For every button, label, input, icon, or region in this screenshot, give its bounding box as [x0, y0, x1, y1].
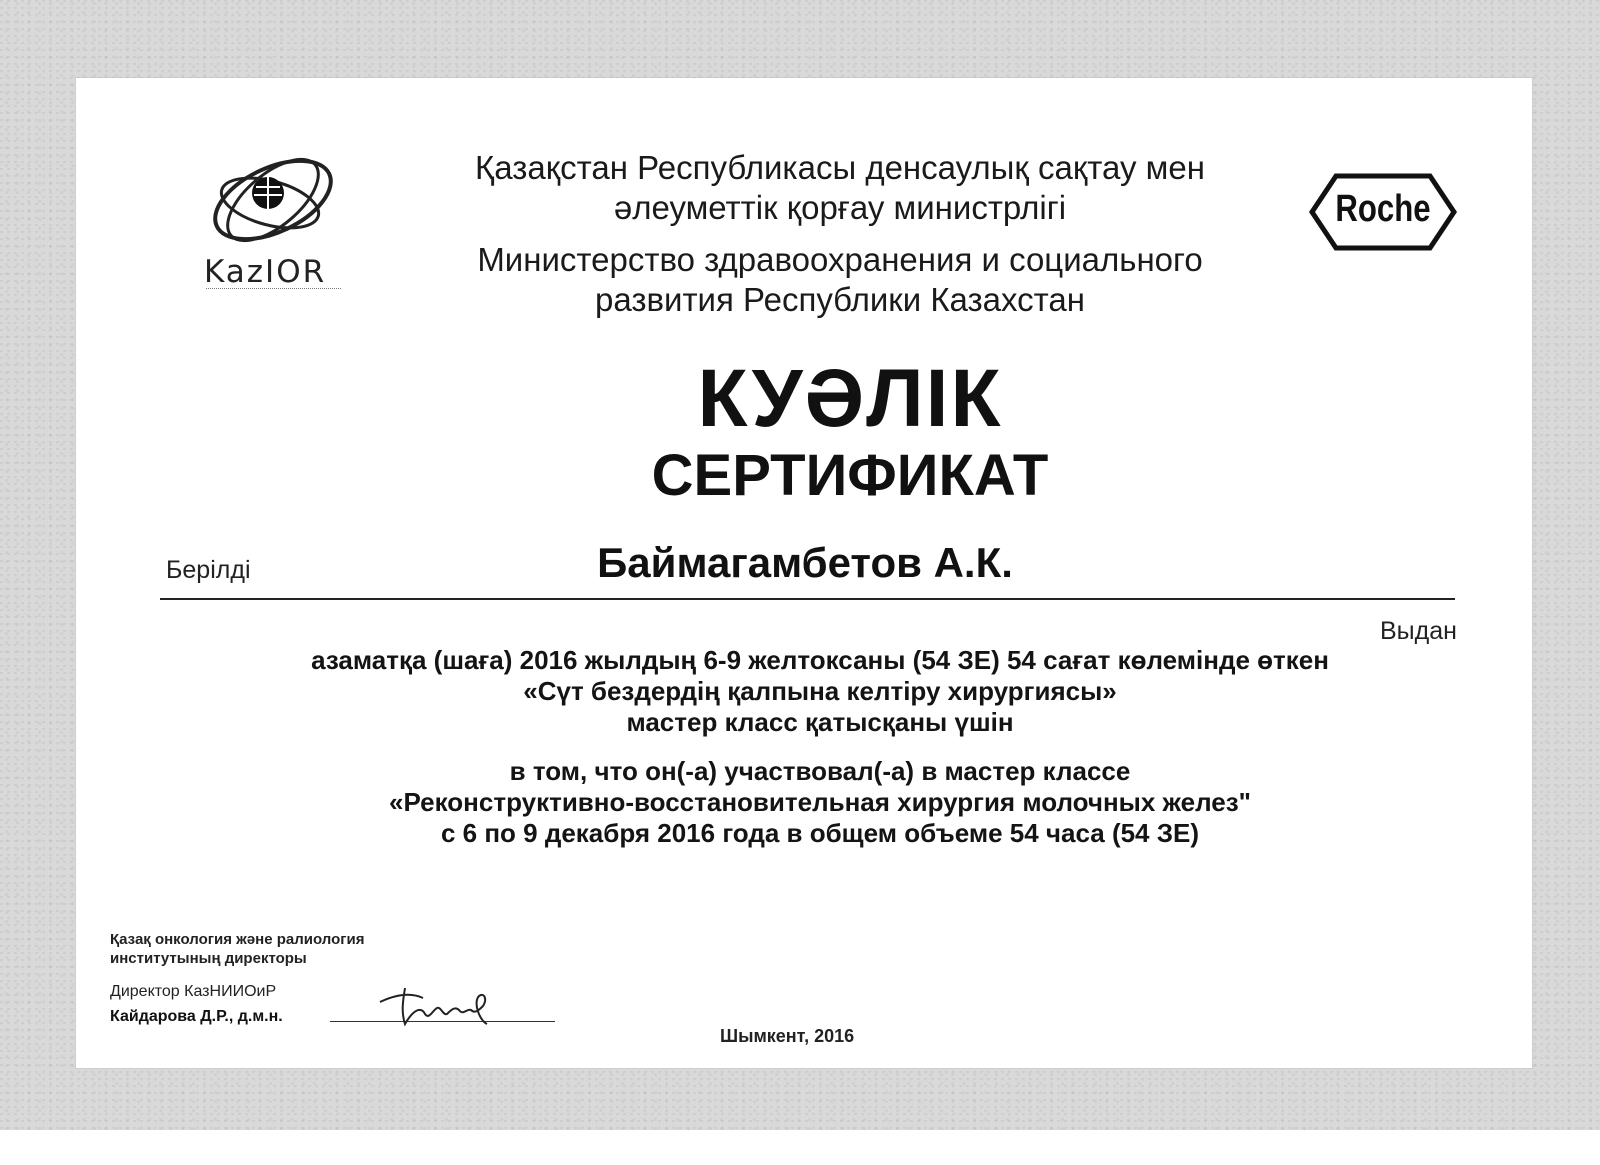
- recipient-name: Баймагамбетов А.К.: [597, 539, 1013, 586]
- certificate-title-kk: КУӘЛІК: [697, 353, 1003, 444]
- director-title-kk: [110, 930, 410, 968]
- kazior-logo-text: KazIOR: [204, 254, 327, 290]
- body-ru-line-3: с 6 по 9 декабря 2016 года в общем объеме 54 часа (54 ЗЕ): [440, 818, 1200, 848]
- body-kk-line-3: мастер класс қатысқаны үшін: [626, 707, 1014, 737]
- certificate-body: [200, 645, 1440, 849]
- issued-label: Выдан: [1380, 617, 1457, 645]
- body-ru-line-2: «Реконструктивно-восстановительная хирургия молочных желез": [389, 787, 1251, 817]
- scan-margin: [0, 1130, 1600, 1165]
- ministry-header: [440, 148, 1240, 320]
- header-kk-line-2: әлеуметтік қорғау министрлігі: [613, 189, 1067, 226]
- body-kk-line-1: азаматқа (шаға) 2016 жылдың 6-9 желтоксаны (54 ЗЕ) 54 сағат көлемінде өткен: [311, 645, 1329, 675]
- body-kk-line-2: «Сүт бездердің қалпына келтіру хирургиясы»: [523, 676, 1117, 706]
- director-name: Кайдарова Д.Р., д.м.н.: [110, 1008, 283, 1025]
- director-kk-line-1: Қазақ онкология және ралиология: [110, 931, 365, 948]
- given-label: Берілді: [166, 556, 251, 584]
- header-ru-line-2: развития Республики Казахстан: [595, 281, 1085, 318]
- kazior-logo-tagline: [206, 288, 341, 292]
- certificate-title-ru: СЕРТИФИКАТ: [651, 443, 1049, 508]
- director-title-ru: Директор КазНИИОиР: [110, 983, 277, 1000]
- body-ru-line-1: в том, что он(-а) участвовал(-а) в мастер классе: [509, 756, 1131, 786]
- city-year: Шымкент, 2016: [720, 1026, 855, 1046]
- roche-logo-text: Roche: [1335, 188, 1431, 230]
- header-ru-line-1: Министерство здравоохранения и социального: [477, 241, 1203, 278]
- director-kk-line-2: институтының директоры: [110, 950, 307, 967]
- header-kk-line-1: Қазақстан Республикасы денсаулық сақтау мен: [475, 149, 1205, 186]
- name-underline: [160, 598, 1455, 600]
- handwritten-signature: [375, 980, 505, 1030]
